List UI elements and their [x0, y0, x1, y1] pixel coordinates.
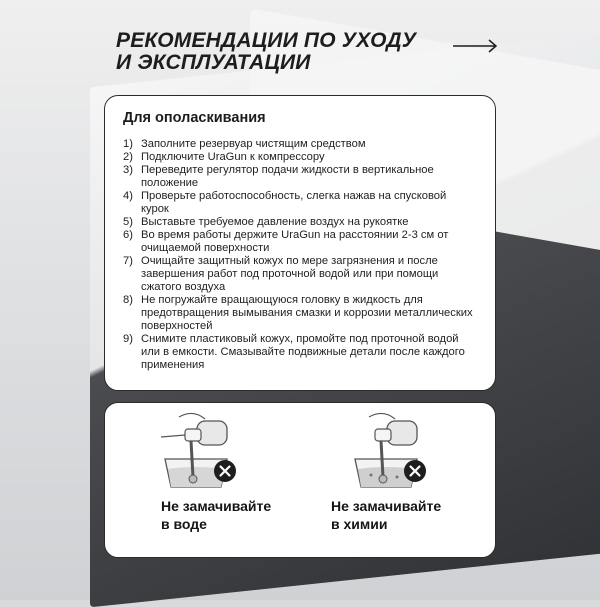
arrow-right-icon	[452, 38, 498, 54]
list-item: 9) Снимите пластиковый кожух, промойте под проточной водой или в емкости. Смазывайте подвижные детали после каждого применения	[123, 333, 465, 371]
page-title	[116, 30, 416, 74]
list-item: 7) Очищайте защитный кожух по мере загрязнения и после завершения работ под проточной водой или при помощи сжатого воздуха	[123, 255, 439, 293]
page-title-line1: РЕКОМЕНДАЦИИ ПО УХОДУ	[116, 29, 417, 52]
list-item: 4) Проверьте работоспособность, слегка нажав на спусковой курок	[123, 190, 447, 215]
warning-label: Не замачивайте в воде	[161, 498, 272, 532]
warning-label: Не замачивайте в химии	[331, 498, 442, 532]
list-item: 3) Переведите регулятор подачи жидкости в вертикальное положение	[123, 164, 434, 189]
list-item: 1) Заполните резервуар чистящим средством	[123, 138, 366, 150]
tool-in-chemicals-illustration	[325, 407, 455, 491]
rinse-title: Для ополаскивания	[123, 110, 266, 126]
page-title-line2: И ЭКСПЛУАТАЦИИ	[116, 51, 311, 74]
list-item: 2) Подключите UraGun к компрессору	[123, 151, 325, 163]
list-item: 6) Во время работы держите UraGun на расстоянии 2-3 см от очищаемой поверхности	[123, 229, 449, 254]
cross-circle-icon	[403, 459, 427, 483]
warning-no-chemicals	[305, 403, 485, 559]
list-item: 8) Не погружайте вращающуюся головку в жидкость для предотвращения вымывания смазки и коррозии металлических поверхностей	[123, 294, 473, 332]
list-item: 5) Выставьте требуемое давление воздух на рукоятке	[123, 216, 409, 228]
warnings-card	[104, 402, 496, 558]
tool-in-water-illustration	[135, 407, 265, 491]
warning-no-water	[115, 403, 295, 559]
rinse-instructions-card	[104, 95, 496, 391]
cross-circle-icon	[213, 459, 237, 483]
rinse-steps-list	[123, 138, 477, 372]
